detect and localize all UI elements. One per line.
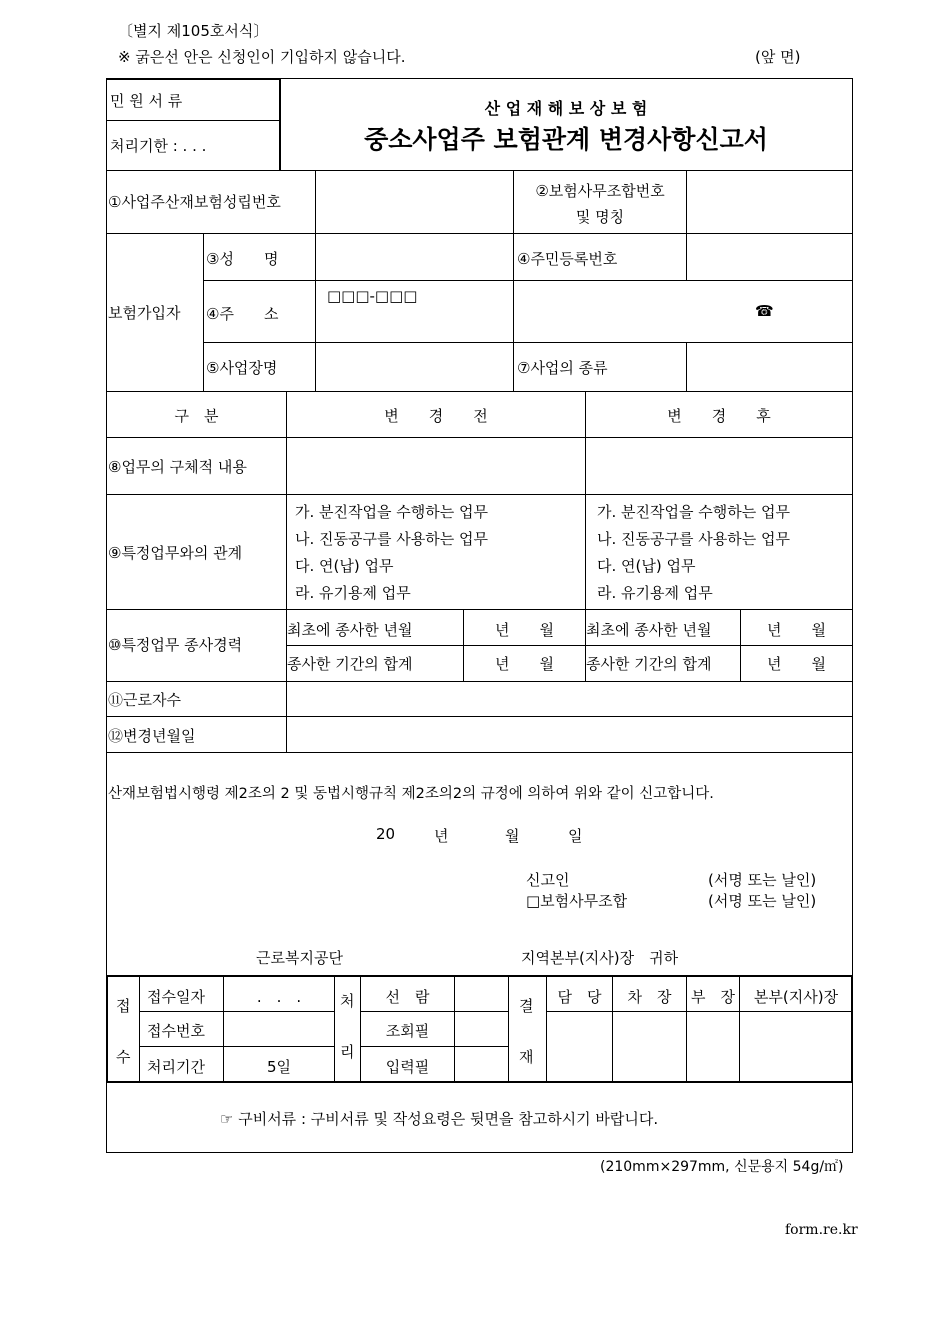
signer-association: □보험사무조합 xyxy=(526,892,628,910)
process-inquiry: 조회필 xyxy=(385,1022,430,1040)
field-label-job-detail: ⑧업무의 구체적 내용 xyxy=(108,458,247,476)
civil-doc-label: 민 원 서 류 xyxy=(110,92,183,110)
signer-reporter-sign: (서명 또는 날인) xyxy=(708,871,817,889)
process-label-bottom: 리 xyxy=(340,1043,355,1061)
signer-reporter: 신고인 xyxy=(526,871,570,889)
addressee-to: 지역본부(지사)장 귀하 xyxy=(521,949,679,967)
field-label-association-number: ②보험사무조합번호 xyxy=(535,182,665,200)
form-subtitle: 산 업 재 해 보 상 보 험 xyxy=(484,99,648,118)
paper-spec: (210mm×297mm, 신문용지 54g/㎡) xyxy=(600,1159,844,1175)
field-label-name: ③성 명 xyxy=(206,250,279,268)
career-after-first-ym: 년 월 xyxy=(767,621,826,639)
date-month-unit: 월 xyxy=(505,827,520,845)
receipt-date-label: 접수일자 xyxy=(147,988,205,1006)
task-before-b: 나. 진동공구를 사용하는 업무 xyxy=(295,530,488,548)
footer-brand: form.re.kr xyxy=(785,1222,858,1238)
approval-role-manager: 부 장 xyxy=(691,988,735,1006)
approval-label-top: 결 xyxy=(519,997,534,1015)
task-before-a: 가. 분진작업을 수행하는 업무 xyxy=(295,503,488,521)
frame-line xyxy=(106,1152,853,1153)
postal-code-boxes: □□□-□□□ xyxy=(327,287,418,305)
task-after-b: 나. 진동공구를 사용하는 업무 xyxy=(597,530,790,548)
field-label-association-name: 및 명칭 xyxy=(575,208,625,226)
task-before-c: 다. 연(납) 업무 xyxy=(295,557,394,575)
process-review: 선 람 xyxy=(385,988,430,1006)
task-before-d: 라. 유기용제 업무 xyxy=(295,584,411,602)
documents-note: ☞ 구비서류 : 구비서류 및 작성요령은 뒷면을 참고하시기 바랍니다. xyxy=(220,1110,659,1128)
process-input: 입력필 xyxy=(385,1058,430,1076)
career-before-first-ym: 년 월 xyxy=(495,621,554,639)
processing-period-label: 처리기간 xyxy=(147,1058,205,1076)
field-label-resident-number: ④주민등록번호 xyxy=(517,250,618,268)
field-label-insurance-number: ①사업주산재보험성립번호 xyxy=(108,193,281,211)
header-before: 변 경 전 xyxy=(384,407,488,425)
header-after: 변 경 후 xyxy=(667,407,771,425)
field-label-workers: ⑪근로자수 xyxy=(108,691,181,709)
approval-role-head: 본부(지사)장 xyxy=(753,988,839,1006)
task-after-d: 라. 유기용제 업무 xyxy=(597,584,713,602)
receipt-label-bottom: 수 xyxy=(116,1048,131,1066)
career-before-total-ym: 년 월 xyxy=(495,655,554,673)
processing-period-value: 5일 xyxy=(266,1058,292,1076)
field-label-special-job: ⑨특정업무와의 관계 xyxy=(108,544,243,562)
receipt-label-top: 접 xyxy=(116,997,131,1015)
insured-group-label: 보험가입자 xyxy=(108,304,181,322)
field-label-change-date: ⑫변경년월일 xyxy=(108,727,196,745)
task-after-a: 가. 분진작업을 수행하는 업무 xyxy=(597,503,790,521)
career-after-total: 종사한 기간의 합계 xyxy=(586,655,712,673)
date-day-unit: 일 xyxy=(568,827,583,845)
career-after-first: 최초에 종사한 년월 xyxy=(586,621,712,639)
field-label-address: ④주 소 xyxy=(206,305,279,323)
approval-role-staff: 담 당 xyxy=(557,988,602,1006)
career-before-first: 최초에 종사한 년월 xyxy=(287,621,413,639)
page-side-label: (앞 면) xyxy=(755,48,801,66)
date-year-unit: 년 xyxy=(434,827,449,845)
declaration-text: 산재보험법시행령 제2조의 2 및 동법시행규칙 제2조의2의 규정에 의하여 위와 같이 신고합니다. xyxy=(108,786,714,802)
notice-text: ※ 굵은선 안은 신청인이 기입하지 않습니다. xyxy=(118,48,406,66)
field-label-workplace: ⑤사업장명 xyxy=(206,359,278,377)
career-before-total: 종사한 기간의 합계 xyxy=(287,655,413,673)
header-category: 구 분 xyxy=(174,407,219,425)
approval-label-bottom: 재 xyxy=(519,1048,534,1066)
task-after-c: 다. 연(납) 업무 xyxy=(597,557,696,575)
field-label-business-type: ⑦사업의 종류 xyxy=(517,359,608,377)
receipt-number-label: 접수번호 xyxy=(147,1022,205,1040)
approval-role-deputy: 차 장 xyxy=(627,988,672,1006)
phone-icon: ☎ xyxy=(755,302,774,320)
addressee-org: 근로복지공단 xyxy=(256,949,343,967)
signer-association-sign: (서명 또는 날인) xyxy=(708,892,817,910)
form-title: 중소사업주 보험관계 변경사항신고서 xyxy=(364,125,768,154)
process-label-top: 처 xyxy=(340,992,355,1010)
deadline-label: 처리기한 : . . . xyxy=(110,137,207,155)
date-year-prefix: 20 xyxy=(376,825,396,843)
form-number-label: 〔별지 제105호서식〕 xyxy=(118,22,269,40)
field-label-career: ⑩특정업무 종사경력 xyxy=(108,636,243,654)
career-after-total-ym: 년 월 xyxy=(767,655,826,673)
receipt-date-value: . . . xyxy=(256,988,302,1006)
